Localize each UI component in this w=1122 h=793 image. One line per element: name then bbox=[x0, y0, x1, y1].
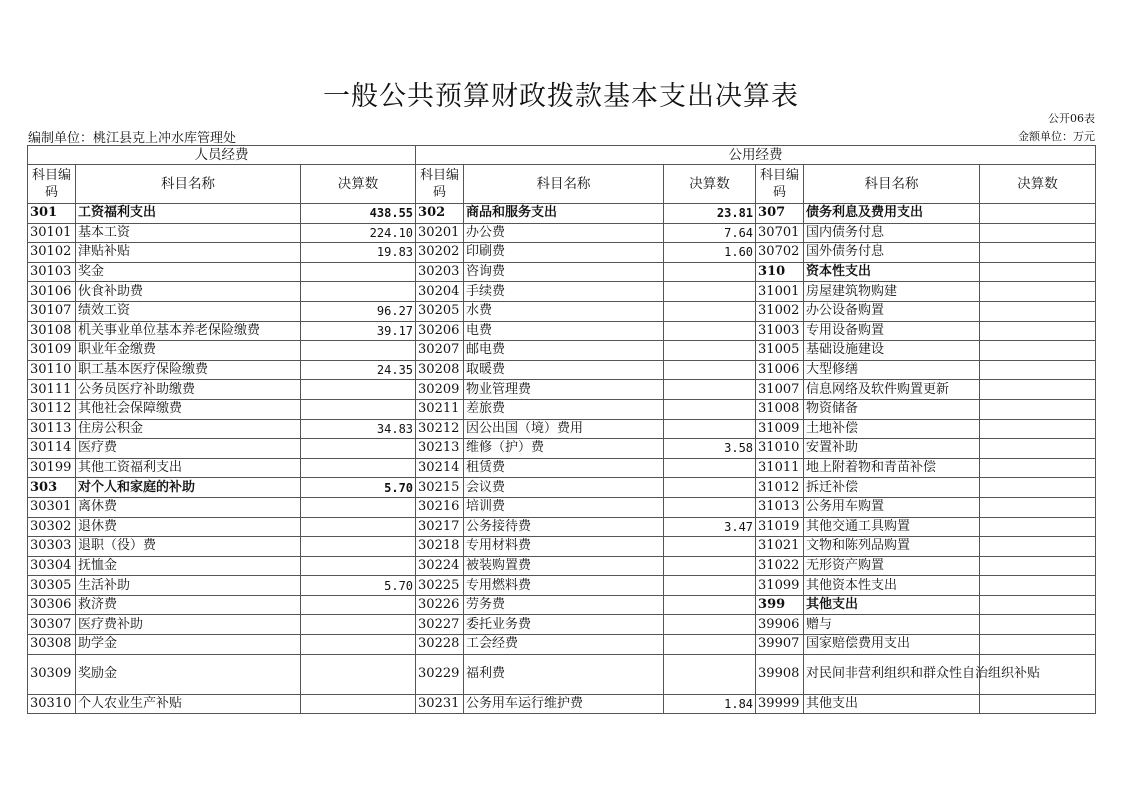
subject-code: 30228 bbox=[416, 635, 464, 655]
amount-value bbox=[664, 615, 756, 635]
subject-name: 印刷费 bbox=[464, 243, 664, 263]
subject-name: 资本性支出 bbox=[804, 262, 980, 282]
subject-name: 安置补助 bbox=[804, 439, 980, 459]
amount-value bbox=[980, 694, 1096, 714]
amount-value bbox=[301, 399, 416, 419]
amount-value bbox=[980, 380, 1096, 400]
subject-name: 土地补偿 bbox=[804, 419, 980, 439]
amount-value bbox=[664, 458, 756, 478]
subject-code: 307 bbox=[756, 204, 804, 224]
amount-value bbox=[980, 576, 1096, 596]
subject-name: 培训费 bbox=[464, 497, 664, 517]
amount-value bbox=[664, 556, 756, 576]
subject-code: 30199 bbox=[28, 458, 76, 478]
table-row bbox=[28, 497, 1096, 517]
subject-name: 地上附着物和青苗补偿 bbox=[804, 458, 980, 478]
subject-code: 39907 bbox=[756, 635, 804, 655]
amount-header: 决算数 bbox=[301, 165, 416, 204]
subject-code: 30211 bbox=[416, 399, 464, 419]
amount-value bbox=[664, 576, 756, 596]
amount-value bbox=[664, 341, 756, 361]
subject-code: 30214 bbox=[416, 458, 464, 478]
amount-value bbox=[980, 635, 1096, 655]
subject-name: 水费 bbox=[464, 301, 664, 321]
subject-name: 国家赔偿费用支出 bbox=[804, 635, 980, 655]
amount-value: 5.70 bbox=[301, 478, 416, 498]
subject-code: 30201 bbox=[416, 223, 464, 243]
code-header: 科目编码 bbox=[416, 165, 464, 204]
subject-code: 30205 bbox=[416, 301, 464, 321]
subject-name: 国内债务付息 bbox=[804, 223, 980, 243]
subject-name: 其他交通工具购置 bbox=[804, 517, 980, 537]
amount-value: 96.27 bbox=[301, 301, 416, 321]
amount-value bbox=[301, 497, 416, 517]
subject-code: 30207 bbox=[416, 341, 464, 361]
subject-name: 无形资产购置 bbox=[804, 556, 980, 576]
amount-value bbox=[980, 243, 1096, 263]
subject-name: 专用燃料费 bbox=[464, 576, 664, 596]
subject-name: 公务员医疗补助缴费 bbox=[76, 380, 301, 400]
amount-value bbox=[301, 380, 416, 400]
subject-code: 30231 bbox=[416, 694, 464, 714]
subject-name: 咨询费 bbox=[464, 262, 664, 282]
amount-value bbox=[301, 458, 416, 478]
subject-code: 31002 bbox=[756, 301, 804, 321]
subject-name: 职业年金缴费 bbox=[76, 341, 301, 361]
amount-value bbox=[664, 537, 756, 557]
amount-value bbox=[980, 439, 1096, 459]
amount-value bbox=[301, 694, 416, 714]
name-header: 科目名称 bbox=[76, 165, 301, 204]
subject-name: 津贴补贴 bbox=[76, 243, 301, 263]
subject-code: 39999 bbox=[756, 694, 804, 714]
subject-code: 30113 bbox=[28, 419, 76, 439]
subject-code: 39908 bbox=[756, 654, 804, 694]
amount-value bbox=[301, 654, 416, 694]
subject-code: 303 bbox=[28, 478, 76, 498]
table-row bbox=[28, 204, 1096, 224]
subject-code: 30107 bbox=[28, 301, 76, 321]
subject-code: 30204 bbox=[416, 282, 464, 302]
subject-code: 30103 bbox=[28, 262, 76, 282]
subject-name: 助学金 bbox=[76, 635, 301, 655]
subject-name: 维修（护）费 bbox=[464, 439, 664, 459]
amount-value: 224.10 bbox=[301, 223, 416, 243]
subject-code: 31099 bbox=[756, 576, 804, 596]
subject-code: 302 bbox=[416, 204, 464, 224]
subject-name: 会议费 bbox=[464, 478, 664, 498]
subject-name: 生活补助 bbox=[76, 576, 301, 596]
name-header: 科目名称 bbox=[804, 165, 980, 204]
subject-name: 医疗费 bbox=[76, 439, 301, 459]
subject-code: 399 bbox=[756, 595, 804, 615]
subject-name: 劳务费 bbox=[464, 595, 664, 615]
subject-code: 31012 bbox=[756, 478, 804, 498]
subject-code: 30114 bbox=[28, 439, 76, 459]
amount-value bbox=[664, 635, 756, 655]
subject-name: 房屋建筑物购建 bbox=[804, 282, 980, 302]
subject-name: 租赁费 bbox=[464, 458, 664, 478]
table-row bbox=[28, 243, 1096, 263]
subject-code: 30203 bbox=[416, 262, 464, 282]
subject-name: 其他工资福利支出 bbox=[76, 458, 301, 478]
subject-name: 专用设备购置 bbox=[804, 321, 980, 341]
table-row bbox=[28, 556, 1096, 576]
subject-name: 基本工资 bbox=[76, 223, 301, 243]
amount-header: 决算数 bbox=[664, 165, 756, 204]
subject-name: 其他资本性支出 bbox=[804, 576, 980, 596]
table-row bbox=[28, 419, 1096, 439]
amount-value bbox=[980, 615, 1096, 635]
table-row bbox=[28, 399, 1096, 419]
subject-code: 30108 bbox=[28, 321, 76, 341]
amount-value: 438.55 bbox=[301, 204, 416, 224]
subject-code: 30225 bbox=[416, 576, 464, 596]
group-header-row bbox=[28, 146, 1096, 165]
amount-value bbox=[301, 262, 416, 282]
table-row bbox=[28, 654, 1096, 694]
subject-name: 退职（役）费 bbox=[76, 537, 301, 557]
subject-code: 30309 bbox=[28, 654, 76, 694]
amount-value bbox=[980, 360, 1096, 380]
subject-name: 手续费 bbox=[464, 282, 664, 302]
amount-value bbox=[980, 399, 1096, 419]
subject-name: 对民间非营利组织和群众性自治组织补贴 bbox=[804, 654, 980, 694]
amount-value: 23.81 bbox=[664, 204, 756, 224]
amount-value: 3.58 bbox=[664, 439, 756, 459]
subject-code: 31021 bbox=[756, 537, 804, 557]
table-row bbox=[28, 380, 1096, 400]
subject-name: 抚恤金 bbox=[76, 556, 301, 576]
subject-code: 30308 bbox=[28, 635, 76, 655]
subject-name: 物业管理费 bbox=[464, 380, 664, 400]
subject-code: 30301 bbox=[28, 497, 76, 517]
amount-value bbox=[980, 282, 1096, 302]
subject-name: 救济费 bbox=[76, 595, 301, 615]
subject-name: 公务用车购置 bbox=[804, 497, 980, 517]
subject-name: 专用材料费 bbox=[464, 537, 664, 557]
amount-value bbox=[980, 419, 1096, 439]
code-header: 科目编码 bbox=[756, 165, 804, 204]
subject-code: 30106 bbox=[28, 282, 76, 302]
subject-code: 30305 bbox=[28, 576, 76, 596]
subject-name: 医疗费补助 bbox=[76, 615, 301, 635]
amount-value bbox=[301, 517, 416, 537]
subject-code: 30209 bbox=[416, 380, 464, 400]
expenditure-table bbox=[27, 145, 1096, 714]
subject-name: 对个人和家庭的补助 bbox=[76, 478, 301, 498]
subject-code: 31022 bbox=[756, 556, 804, 576]
amount-value bbox=[664, 380, 756, 400]
subject-code: 31019 bbox=[756, 517, 804, 537]
subject-name: 大型修缮 bbox=[804, 360, 980, 380]
subject-name: 因公出国（境）费用 bbox=[464, 419, 664, 439]
amount-value bbox=[301, 341, 416, 361]
subject-code: 31005 bbox=[756, 341, 804, 361]
amount-value bbox=[664, 419, 756, 439]
table-row bbox=[28, 321, 1096, 341]
subject-code: 30202 bbox=[416, 243, 464, 263]
subject-code: 30306 bbox=[28, 595, 76, 615]
amount-value bbox=[664, 282, 756, 302]
subject-code: 31001 bbox=[756, 282, 804, 302]
subject-name: 其他社会保障缴费 bbox=[76, 399, 301, 419]
amount-value: 3.47 bbox=[664, 517, 756, 537]
subject-code: 30229 bbox=[416, 654, 464, 694]
subject-name: 奖励金 bbox=[76, 654, 301, 694]
amount-value: 7.64 bbox=[664, 223, 756, 243]
amount-value bbox=[301, 595, 416, 615]
table-row bbox=[28, 458, 1096, 478]
subject-name: 职工基本医疗保险缴费 bbox=[76, 360, 301, 380]
table-row bbox=[28, 635, 1096, 655]
subject-code: 31010 bbox=[756, 439, 804, 459]
subject-code: 30112 bbox=[28, 399, 76, 419]
amount-value bbox=[980, 478, 1096, 498]
table-row bbox=[28, 595, 1096, 615]
subject-name: 奖金 bbox=[76, 262, 301, 282]
table-row bbox=[28, 537, 1096, 557]
amount-value bbox=[980, 517, 1096, 537]
table-row bbox=[28, 694, 1096, 714]
amount-value: 24.35 bbox=[301, 360, 416, 380]
table-row bbox=[28, 223, 1096, 243]
amount-value bbox=[664, 595, 756, 615]
table-row bbox=[28, 360, 1096, 380]
amount-value bbox=[980, 537, 1096, 557]
page-title: 一般公共预算财政拨款基本支出决算表 bbox=[323, 81, 799, 112]
subject-name: 其他支出 bbox=[804, 694, 980, 714]
subject-name: 其他支出 bbox=[804, 595, 980, 615]
subject-name: 办公费 bbox=[464, 223, 664, 243]
table-row bbox=[28, 615, 1096, 635]
amount-value bbox=[980, 458, 1096, 478]
subject-name: 取暖费 bbox=[464, 360, 664, 380]
amount-header: 决算数 bbox=[980, 165, 1096, 204]
subject-name: 文物和陈列品购置 bbox=[804, 537, 980, 557]
subject-code: 30702 bbox=[756, 243, 804, 263]
amount-value bbox=[980, 595, 1096, 615]
subject-code: 30226 bbox=[416, 595, 464, 615]
subject-code: 30213 bbox=[416, 439, 464, 459]
subject-name: 公务接待费 bbox=[464, 517, 664, 537]
subject-name: 信息网络及软件购置更新 bbox=[804, 380, 980, 400]
subject-name: 住房公积金 bbox=[76, 419, 301, 439]
subject-name: 委托业务费 bbox=[464, 615, 664, 635]
amount-value bbox=[301, 537, 416, 557]
subject-name: 办公设备购置 bbox=[804, 301, 980, 321]
amount-value: 1.84 bbox=[664, 694, 756, 714]
amount-value bbox=[980, 204, 1096, 224]
table-row bbox=[28, 576, 1096, 596]
subject-name: 伙食补助费 bbox=[76, 282, 301, 302]
amount-value: 19.83 bbox=[301, 243, 416, 263]
subject-code: 30307 bbox=[28, 615, 76, 635]
subject-code: 31007 bbox=[756, 380, 804, 400]
amount-value bbox=[664, 301, 756, 321]
subject-name: 机关事业单位基本养老保险缴费 bbox=[76, 321, 301, 341]
amount-value bbox=[980, 556, 1096, 576]
subject-name: 邮电费 bbox=[464, 341, 664, 361]
subject-code: 39906 bbox=[756, 615, 804, 635]
subject-code: 310 bbox=[756, 262, 804, 282]
subject-code: 31003 bbox=[756, 321, 804, 341]
table-row bbox=[28, 301, 1096, 321]
amount-unit: 金额单位：万元 bbox=[1018, 130, 1095, 143]
reporting-unit: 编制单位：桃江县克上冲水库管理处 bbox=[28, 131, 237, 146]
amount-value bbox=[980, 497, 1096, 517]
amount-value bbox=[664, 497, 756, 517]
subject-code: 30224 bbox=[416, 556, 464, 576]
amount-value bbox=[301, 615, 416, 635]
amount-value bbox=[301, 282, 416, 302]
subject-code: 30111 bbox=[28, 380, 76, 400]
amount-value bbox=[664, 399, 756, 419]
subject-code: 31013 bbox=[756, 497, 804, 517]
subject-name: 被装购置费 bbox=[464, 556, 664, 576]
subject-code: 30217 bbox=[416, 517, 464, 537]
subject-name: 公务用车运行维护费 bbox=[464, 694, 664, 714]
name-header: 科目名称 bbox=[464, 165, 664, 204]
column-header-row bbox=[28, 165, 1096, 204]
subject-name: 工会经费 bbox=[464, 635, 664, 655]
subject-code: 30208 bbox=[416, 360, 464, 380]
subject-code: 30701 bbox=[756, 223, 804, 243]
subject-code: 30206 bbox=[416, 321, 464, 341]
subject-name: 离休费 bbox=[76, 497, 301, 517]
subject-name: 债务利息及费用支出 bbox=[804, 204, 980, 224]
subject-name: 电费 bbox=[464, 321, 664, 341]
subject-name: 物资储备 bbox=[804, 399, 980, 419]
subject-code: 30101 bbox=[28, 223, 76, 243]
subject-name: 商品和服务支出 bbox=[464, 204, 664, 224]
subject-name: 拆迁补偿 bbox=[804, 478, 980, 498]
subject-code: 30310 bbox=[28, 694, 76, 714]
subject-name: 工资福利支出 bbox=[76, 204, 301, 224]
subject-name: 赠与 bbox=[804, 615, 980, 635]
subject-code: 301 bbox=[28, 204, 76, 224]
amount-value: 34.83 bbox=[301, 419, 416, 439]
amount-value bbox=[980, 262, 1096, 282]
amount-value bbox=[980, 341, 1096, 361]
form-code: 公开06表 bbox=[1048, 112, 1095, 125]
subject-code: 30227 bbox=[416, 615, 464, 635]
subject-code: 30216 bbox=[416, 497, 464, 517]
subject-code: 30102 bbox=[28, 243, 76, 263]
table-row bbox=[28, 262, 1096, 282]
amount-value bbox=[301, 556, 416, 576]
amount-value bbox=[664, 321, 756, 341]
table-row bbox=[28, 439, 1096, 459]
subject-code: 30304 bbox=[28, 556, 76, 576]
amount-value: 5.70 bbox=[301, 576, 416, 596]
subject-name: 国外债务付息 bbox=[804, 243, 980, 263]
table-row bbox=[28, 517, 1096, 537]
amount-value: 1.60 bbox=[664, 243, 756, 263]
subject-name: 差旅费 bbox=[464, 399, 664, 419]
subject-name: 基础设施建设 bbox=[804, 341, 980, 361]
subject-code: 30303 bbox=[28, 537, 76, 557]
code-header: 科目编码 bbox=[28, 165, 76, 204]
subject-code: 31008 bbox=[756, 399, 804, 419]
amount-value bbox=[664, 478, 756, 498]
table-row bbox=[28, 282, 1096, 302]
subject-name: 绩效工资 bbox=[76, 301, 301, 321]
amount-value bbox=[980, 321, 1096, 341]
amount-value: 39.17 bbox=[301, 321, 416, 341]
subject-code: 30110 bbox=[28, 360, 76, 380]
amount-value bbox=[664, 654, 756, 694]
subject-code: 31009 bbox=[756, 419, 804, 439]
amount-value bbox=[301, 635, 416, 655]
subject-code: 30109 bbox=[28, 341, 76, 361]
subject-code: 30302 bbox=[28, 517, 76, 537]
group-personnel-header: 人员经费 bbox=[28, 146, 416, 165]
subject-code: 31006 bbox=[756, 360, 804, 380]
subject-code: 30212 bbox=[416, 419, 464, 439]
subject-code: 30215 bbox=[416, 478, 464, 498]
subject-name: 退休费 bbox=[76, 517, 301, 537]
subject-name: 个人农业生产补贴 bbox=[76, 694, 301, 714]
subject-code: 30218 bbox=[416, 537, 464, 557]
table-row bbox=[28, 478, 1096, 498]
amount-value bbox=[301, 439, 416, 459]
group-public-header: 公用经费 bbox=[416, 146, 1096, 165]
table-row bbox=[28, 341, 1096, 361]
subject-name: 福利费 bbox=[464, 654, 664, 694]
amount-value bbox=[980, 223, 1096, 243]
amount-value bbox=[664, 360, 756, 380]
amount-value bbox=[980, 301, 1096, 321]
amount-value bbox=[664, 262, 756, 282]
subject-code: 31011 bbox=[756, 458, 804, 478]
